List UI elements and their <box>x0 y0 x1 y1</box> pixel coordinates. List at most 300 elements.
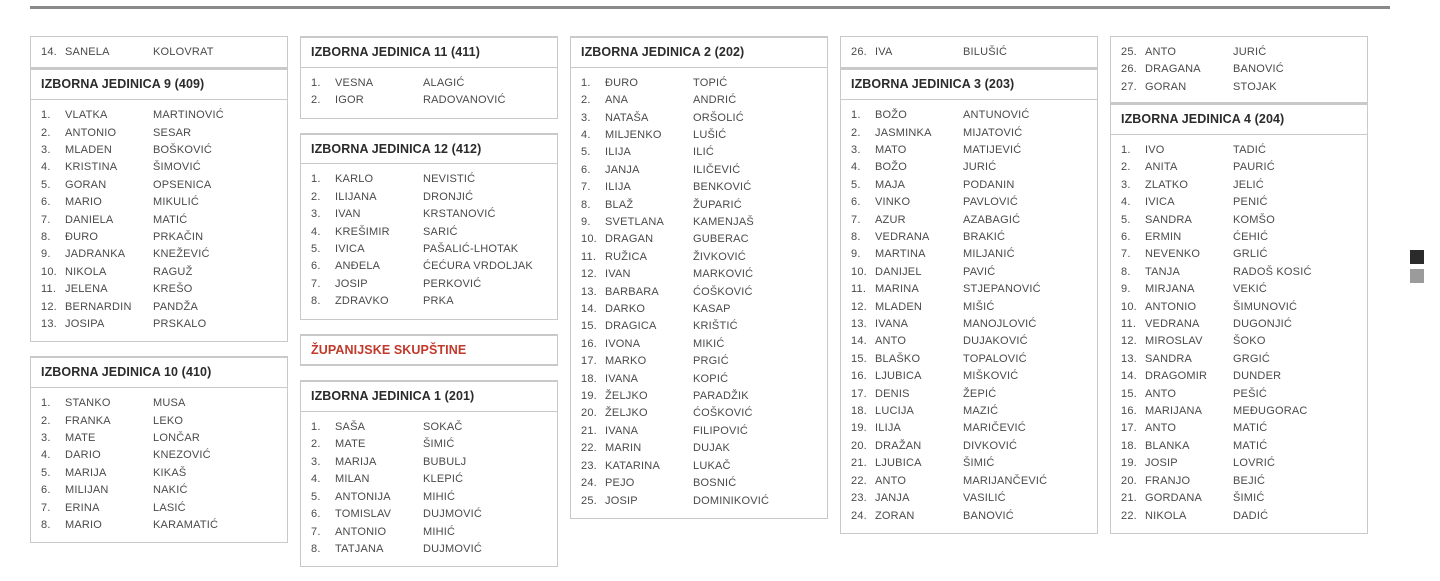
candidate-last-name: BILUŠIĆ <box>963 46 1008 58</box>
candidate-first-name: FRANJO <box>1145 474 1191 487</box>
table-row <box>841 368 1097 385</box>
table-row <box>1111 159 1367 176</box>
candidate-number: 8. <box>851 231 861 243</box>
table-row <box>301 489 557 506</box>
candidate-number: 1. <box>1121 143 1131 156</box>
candidate-number: 14. <box>581 303 597 316</box>
table-row <box>31 44 287 61</box>
candidate-last-name: LEKO <box>153 414 184 427</box>
table-row <box>301 75 557 92</box>
candidate-number: 17. <box>1121 422 1137 435</box>
candidate-last-name: KOLOVRAT <box>153 46 214 58</box>
candidate-first-name: MIROSLAV <box>1145 335 1203 348</box>
table-row <box>571 284 827 301</box>
table-row <box>31 500 287 517</box>
header-rule <box>30 6 1390 9</box>
candidate-first-name: ANTO <box>1145 46 1177 58</box>
candidate-number: 4. <box>311 473 321 486</box>
candidate-first-name: STANKO <box>65 397 111 410</box>
table-row <box>571 423 827 440</box>
candidate-first-name: ANTO <box>875 335 907 348</box>
table-row <box>841 420 1097 437</box>
table-row <box>841 107 1097 124</box>
candidate-number: 7. <box>581 181 591 194</box>
candidate-number: 24. <box>851 509 867 522</box>
candidate-last-name: MATIĆ <box>1233 422 1268 435</box>
candidate-number: 26. <box>851 46 867 58</box>
table-row <box>1111 229 1367 246</box>
candidate-first-name: MAJA <box>875 178 906 191</box>
candidate-rows <box>571 68 827 518</box>
candidate-number: 24. <box>581 477 597 490</box>
candidate-last-name: LASIĆ <box>153 501 186 514</box>
candidate-number: 7. <box>1121 248 1131 261</box>
candidate-number: 18. <box>581 372 597 385</box>
candidate-number: 19. <box>581 390 597 403</box>
candidate-number: 2. <box>851 126 861 139</box>
candidate-first-name: ANĐELA <box>335 260 381 273</box>
candidate-first-name: ANA <box>605 94 629 107</box>
candidate-first-name: MARIO <box>65 196 103 209</box>
candidate-first-name: NEVENKO <box>1145 248 1201 261</box>
electoral-unit-title: IZBORNA JEDINICA 3 (203) <box>841 69 1097 100</box>
candidate-number: 19. <box>851 422 867 435</box>
candidate-last-name: ŽUPARIĆ <box>693 198 742 211</box>
electoral-unit-title: IZBORNA JEDINICA 9 (409) <box>31 69 287 100</box>
table-row <box>571 318 827 335</box>
candidate-first-name: BARBARA <box>605 285 659 298</box>
table-row <box>1111 368 1367 385</box>
candidate-last-name: TOPALOVIĆ <box>963 352 1027 365</box>
candidate-last-name: KNEZOVIĆ <box>153 449 211 462</box>
candidate-first-name: ĐURO <box>605 76 639 89</box>
candidate-first-name: MATO <box>875 143 907 156</box>
candidate-last-name: GUBERAC <box>693 233 749 246</box>
candidate-number: 12. <box>1121 335 1137 348</box>
candidate-first-name: IVANA <box>605 372 639 385</box>
table-row <box>31 142 287 159</box>
candidate-first-name: ILIJANA <box>335 190 377 203</box>
candidate-number: 2. <box>311 190 321 203</box>
candidate-number: 11. <box>1121 318 1137 331</box>
candidate-last-name: BEJIĆ <box>1233 474 1266 487</box>
candidate-number: 6. <box>41 196 51 209</box>
candidate-first-name: ŽELJKO <box>605 407 648 420</box>
table-row <box>1111 177 1367 194</box>
candidate-last-name: DUGONJIĆ <box>1233 318 1293 331</box>
table-row <box>301 541 557 558</box>
candidate-number: 17. <box>581 355 597 368</box>
candidate-number: 2. <box>41 126 51 139</box>
table-row <box>571 458 827 475</box>
table-row <box>571 266 827 283</box>
candidate-first-name: LJUBICA <box>875 370 922 383</box>
candidate-number: 1. <box>851 109 861 122</box>
candidate-last-name: MANOJLOVIĆ <box>963 318 1037 331</box>
candidate-first-name: MILAN <box>335 473 370 486</box>
table-row <box>571 179 827 196</box>
candidate-last-name: DRONJIĆ <box>423 190 474 203</box>
candidate-last-name: BOSNIĆ <box>693 477 737 490</box>
electoral-unit-block <box>30 356 288 543</box>
candidate-last-name: ŠIMIĆ <box>963 457 995 470</box>
candidate-number: 17. <box>851 387 867 400</box>
candidate-last-name: FILIPOVIĆ <box>693 424 748 437</box>
candidate-last-name: ĆOŠKOVIĆ <box>693 407 753 420</box>
candidate-first-name: JOSIP <box>335 277 368 290</box>
table-row <box>31 395 287 412</box>
candidate-first-name: IVICA <box>335 242 365 255</box>
table-row <box>301 206 557 223</box>
candidate-number: 20. <box>1121 474 1137 487</box>
candidate-number: 23. <box>851 492 867 505</box>
candidate-last-name: AZABAGIĆ <box>963 213 1021 226</box>
candidate-last-name: PRGIĆ <box>693 355 729 368</box>
table-row <box>571 353 827 370</box>
candidate-rows <box>841 100 1097 533</box>
candidate-last-name: MATIĆ <box>1233 439 1268 452</box>
candidate-last-name: MARIJANČEVIĆ <box>963 474 1048 487</box>
table-row <box>841 351 1097 368</box>
candidate-first-name: KATARINA <box>605 459 660 472</box>
candidate-last-name: PERKOVIĆ <box>423 277 482 290</box>
candidate-first-name: TATJANA <box>335 542 384 555</box>
section-heading-block <box>300 334 558 367</box>
candidate-last-name: ORŠOLIĆ <box>693 111 744 124</box>
table-row <box>571 144 827 161</box>
candidate-last-name: KAMENJAŠ <box>693 216 754 228</box>
candidate-first-name: MARIJA <box>65 466 107 479</box>
candidate-number: 22. <box>851 474 867 487</box>
candidate-last-name: VEKIĆ <box>1233 283 1268 296</box>
table-row <box>31 413 287 430</box>
candidate-last-name: MIŠKOVIĆ <box>963 370 1019 383</box>
candidate-first-name: IGOR <box>335 94 364 107</box>
candidate-last-name: ILIĆ <box>693 146 714 159</box>
candidate-first-name: ANTO <box>1145 422 1177 435</box>
candidate-first-name: ZLATKO <box>1145 178 1189 191</box>
table-row <box>1111 420 1367 437</box>
candidate-first-name: SANDRA <box>1145 352 1193 365</box>
candidate-number: 3. <box>311 455 321 468</box>
candidate-last-name: NEVISTIĆ <box>423 173 476 186</box>
candidate-number: 8. <box>311 542 321 555</box>
candidate-first-name: MATE <box>65 432 96 444</box>
candidate-first-name: ANTO <box>875 474 907 487</box>
candidate-last-name: KNEŽEVIĆ <box>153 248 210 261</box>
candidate-number: 9. <box>581 216 591 228</box>
candidate-first-name: IVA <box>875 46 893 58</box>
candidate-first-name: DANIJEL <box>875 265 922 278</box>
candidate-first-name: TOMISLAV <box>335 508 392 521</box>
candidate-last-name: KRSTANOVIĆ <box>423 208 496 221</box>
candidate-last-name: LUKAČ <box>693 459 731 472</box>
candidate-first-name: ĐURO <box>65 231 99 243</box>
candidate-number: 5. <box>311 242 321 255</box>
candidate-last-name: MEĐUGORAC <box>1233 405 1308 418</box>
candidate-last-name: STOJAK <box>1233 80 1277 93</box>
candidate-number: 1. <box>311 173 321 186</box>
candidate-number: 8. <box>581 198 591 211</box>
candidate-number: 8. <box>1121 265 1131 278</box>
candidate-first-name: ANTONIO <box>335 525 387 538</box>
table-row <box>571 92 827 109</box>
column-3 <box>570 36 828 533</box>
candidate-first-name: IVONA <box>605 337 641 350</box>
candidate-last-name: LUŠIĆ <box>693 128 727 141</box>
candidate-number: 6. <box>311 260 321 273</box>
candidate-first-name: AZUR <box>875 213 906 226</box>
table-row <box>571 110 827 127</box>
candidate-number: 4. <box>41 449 51 462</box>
candidate-last-name: ŠIMIĆ <box>423 438 455 451</box>
candidate-last-name: BUBULJ <box>423 455 467 468</box>
table-row <box>841 212 1097 229</box>
candidate-first-name: ANTO <box>1145 387 1177 400</box>
candidate-first-name: KREŠIMIR <box>335 225 390 238</box>
candidate-last-name: KRIŠTIĆ <box>693 320 738 333</box>
candidate-first-name: JANJA <box>875 492 910 505</box>
candidate-last-name: PENIĆ <box>1233 196 1268 209</box>
candidate-last-name: DADIĆ <box>1233 509 1269 522</box>
candidate-number: 11. <box>41 283 57 296</box>
candidate-last-name: ĆEHIĆ <box>1233 231 1269 243</box>
table-row <box>301 293 557 310</box>
section-heading-zupanijske-skupstine: ŽUPANIJSKE SKUPŠTINE <box>301 335 557 366</box>
candidate-last-name: KARAMATIĆ <box>153 519 219 532</box>
candidate-number: 9. <box>1121 283 1131 296</box>
candidate-number: 3. <box>41 143 51 156</box>
candidate-number: 5. <box>41 178 51 191</box>
table-row <box>31 159 287 176</box>
candidate-number: 3. <box>1121 178 1131 191</box>
table-row <box>31 212 287 229</box>
table-row <box>31 107 287 124</box>
candidate-number: 1. <box>311 76 321 89</box>
candidate-last-name: LONČAR <box>153 432 201 444</box>
candidate-last-name: PAVLOVIĆ <box>963 196 1018 209</box>
candidate-last-name: DUJMOVIĆ <box>423 508 483 521</box>
table-row <box>841 246 1097 263</box>
candidate-last-name: PRKA <box>423 295 454 308</box>
table-row <box>1111 212 1367 229</box>
candidate-first-name: PEJO <box>605 477 635 490</box>
candidate-last-name: KIKAŠ <box>153 466 187 479</box>
table-row <box>1111 79 1367 96</box>
candidate-first-name: ILIJA <box>875 422 902 435</box>
candidate-first-name: DRAGOMIR <box>1145 370 1208 383</box>
candidate-last-name: MAZIĆ <box>963 405 999 418</box>
candidate-number: 20. <box>581 407 597 420</box>
candidate-first-name: SANELA <box>65 46 110 58</box>
candidate-last-name: JELIĆ <box>1233 178 1264 191</box>
candidate-first-name: VEDRANA <box>875 231 930 243</box>
candidate-last-name: BRAKIĆ <box>963 231 1006 243</box>
candidate-last-name: ŽIVKOVIĆ <box>693 250 746 263</box>
candidate-last-name: RAGUŽ <box>153 265 193 278</box>
candidate-first-name: NATAŠA <box>605 111 649 124</box>
candidate-first-name: BLAŠKO <box>875 352 921 365</box>
table-row <box>31 281 287 298</box>
candidate-first-name: KRISTINA <box>65 161 118 174</box>
table-row <box>571 75 827 92</box>
candidate-last-name: OPSENICA <box>153 178 212 191</box>
table-row <box>301 471 557 488</box>
candidate-rows <box>301 412 557 566</box>
candidate-last-name: DUJMOVIĆ <box>423 542 483 555</box>
table-row <box>1111 316 1367 333</box>
candidate-last-name: PAURIĆ <box>1233 161 1275 174</box>
candidate-number: 21. <box>581 424 597 437</box>
candidate-last-name: NAKIĆ <box>153 484 188 497</box>
table-row <box>1111 246 1367 263</box>
table-row <box>841 264 1097 281</box>
table-row <box>571 249 827 266</box>
candidate-first-name: DENIS <box>875 387 910 400</box>
candidate-first-name: ERMIN <box>1145 231 1182 243</box>
candidate-last-name: PAŠALIĆ-LHOTAK <box>423 242 519 255</box>
candidate-number: 11. <box>581 250 597 263</box>
candidate-first-name: IVAN <box>335 208 361 221</box>
candidate-first-name: VINKO <box>875 196 911 209</box>
candidate-last-name: ŠIMIĆ <box>1233 492 1265 505</box>
candidate-number: 5. <box>1121 213 1131 226</box>
candidate-number: 4. <box>311 225 321 238</box>
table-row <box>841 455 1097 472</box>
candidate-first-name: DRAŽAN <box>875 439 922 452</box>
candidate-first-name: DARIO <box>65 449 101 462</box>
candidate-last-name: DOMINIKOVIĆ <box>693 494 770 507</box>
candidate-number: 21. <box>851 457 867 470</box>
candidate-first-name: NIKOLA <box>65 265 107 278</box>
table-row <box>841 299 1097 316</box>
candidate-first-name: BOŽO <box>875 109 907 122</box>
candidate-first-name: JOSIPA <box>65 318 105 331</box>
table-row <box>31 447 287 464</box>
candidate-number: 5. <box>41 466 51 479</box>
candidate-number: 7. <box>851 213 861 226</box>
candidate-first-name: JASMINKA <box>875 126 932 139</box>
candidate-number: 2. <box>311 94 321 107</box>
candidate-first-name: MIRJANA <box>1145 283 1195 296</box>
table-row <box>1111 508 1367 525</box>
candidate-rows <box>31 100 287 341</box>
candidate-first-name: NIKOLA <box>1145 509 1187 522</box>
candidate-first-name: JADRANKA <box>65 248 126 261</box>
electoral-unit-title: IZBORNA JEDINICA 10 (410) <box>31 357 287 388</box>
candidate-last-name: PRSKALO <box>153 318 207 331</box>
candidate-last-name: PARADŽIK <box>693 390 749 403</box>
table-row <box>571 197 827 214</box>
table-row <box>301 419 557 436</box>
candidate-first-name: SVETLANA <box>605 216 665 228</box>
table-row <box>841 473 1097 490</box>
table-row <box>571 405 827 422</box>
candidate-number: 6. <box>851 196 861 209</box>
candidate-last-name: JURIĆ <box>1233 46 1267 58</box>
candidate-first-name: JELENA <box>65 283 108 296</box>
candidate-last-name: PANDŽA <box>153 300 199 313</box>
table-row <box>841 316 1097 333</box>
table-row <box>301 436 557 453</box>
candidate-first-name: ANTONIO <box>65 126 117 139</box>
electoral-unit-title: IZBORNA JEDINICA 2 (202) <box>571 37 827 68</box>
table-row <box>571 301 827 318</box>
candidate-first-name: IVANA <box>875 318 909 331</box>
candidate-first-name: MILIJAN <box>65 484 109 497</box>
candidate-last-name: MARIČEVIĆ <box>963 422 1026 435</box>
candidate-first-name: ANITA <box>1145 161 1178 174</box>
continuation-rows <box>30 36 288 68</box>
candidate-last-name: ANDRIĆ <box>693 94 737 107</box>
candidate-last-name: MATIJEVIĆ <box>963 143 1022 156</box>
candidate-first-name: GORAN <box>1145 80 1187 93</box>
table-row <box>841 44 1097 61</box>
candidate-first-name: IVANA <box>605 424 639 437</box>
candidate-first-name: MARIO <box>65 519 103 532</box>
column-1 <box>30 36 288 557</box>
table-row <box>571 371 827 388</box>
candidate-first-name: IVO <box>1145 143 1165 156</box>
candidate-last-name: TADIĆ <box>1233 143 1267 156</box>
table-row <box>571 127 827 144</box>
candidate-last-name: RADOŠ KOSIĆ <box>1233 265 1312 278</box>
candidate-last-name: JURIĆ <box>963 161 997 174</box>
table-row <box>1111 490 1367 507</box>
candidate-first-name: JOSIP <box>605 494 638 507</box>
candidate-last-name: PRKAČIN <box>153 231 204 243</box>
candidate-number: 10. <box>851 265 867 278</box>
table-row <box>301 454 557 471</box>
candidate-last-name: SESAR <box>153 126 192 139</box>
electoral-unit-block <box>300 380 558 567</box>
table-row <box>841 386 1097 403</box>
candidate-first-name: MATE <box>335 438 366 451</box>
candidate-first-name: MARINA <box>875 283 919 296</box>
table-row <box>1111 455 1367 472</box>
table-row <box>301 258 557 275</box>
candidate-first-name: MARKO <box>605 355 647 368</box>
table-row <box>1111 142 1367 159</box>
candidate-number: 9. <box>851 248 861 261</box>
candidate-number: 6. <box>311 508 321 521</box>
table-row <box>301 241 557 258</box>
candidate-last-name: KOMŠO <box>1233 213 1275 226</box>
candidate-number: 16. <box>581 337 597 350</box>
candidate-last-name: ŠOKO <box>1233 335 1266 348</box>
table-row <box>841 229 1097 246</box>
table-row <box>1111 281 1367 298</box>
candidate-first-name: DARKO <box>605 303 646 316</box>
table-row <box>571 336 827 353</box>
table-row <box>31 246 287 263</box>
candidate-last-name: STJEPANOVIĆ <box>963 283 1041 296</box>
electoral-unit-block <box>30 68 288 342</box>
candidate-number: 23. <box>581 459 597 472</box>
table-row <box>31 177 287 194</box>
table-row <box>301 506 557 523</box>
candidate-number: 13. <box>41 318 57 331</box>
candidate-first-name: ILIJA <box>605 181 632 194</box>
electoral-unit-block <box>570 36 828 519</box>
table-row <box>301 224 557 241</box>
candidate-first-name: ŽELJKO <box>605 390 648 403</box>
candidate-first-name: JOSIP <box>1145 457 1178 470</box>
candidate-first-name: MLADEN <box>875 300 923 313</box>
candidate-number: 14. <box>41 46 57 58</box>
candidate-first-name: ZORAN <box>875 509 915 522</box>
candidate-last-name: BANOVIĆ <box>963 509 1014 522</box>
